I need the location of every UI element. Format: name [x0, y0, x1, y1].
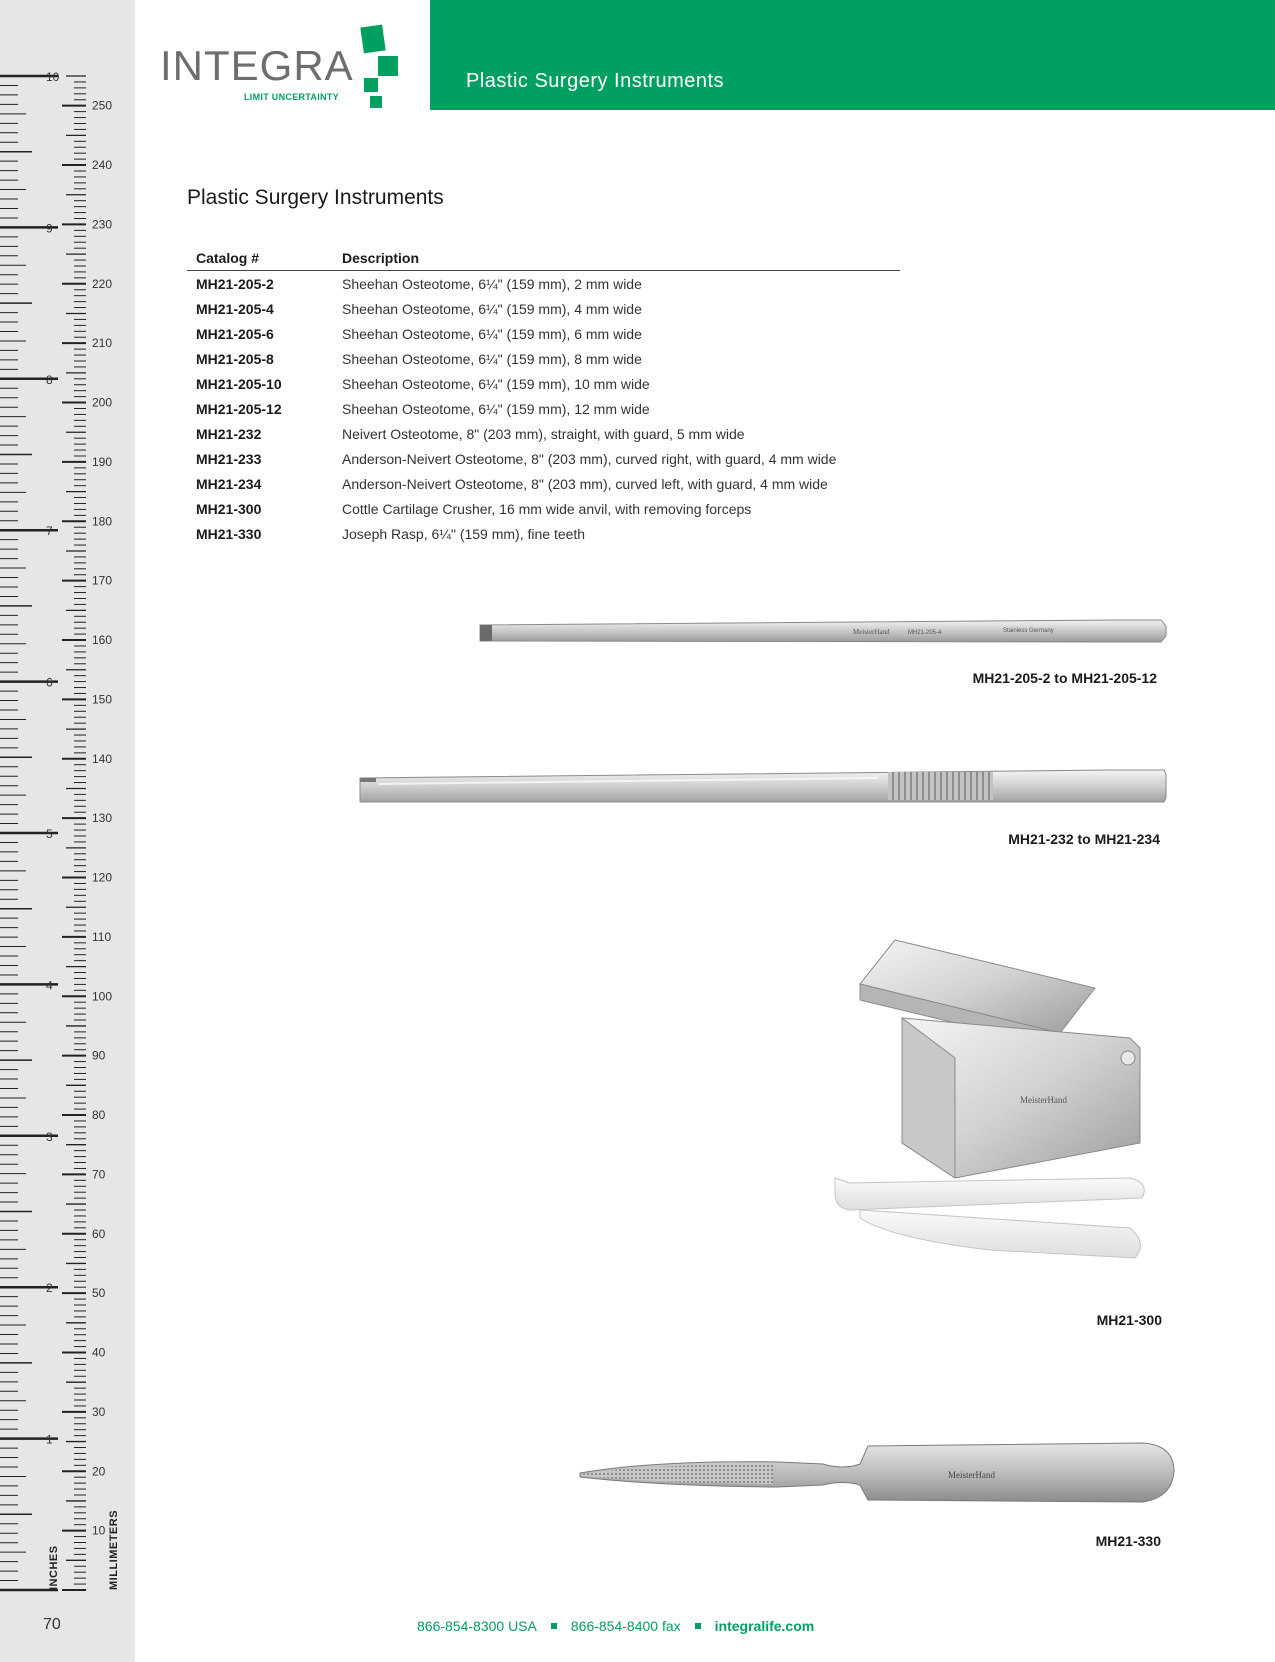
description: Neivert Osteotome, 8" (203 mm), straight, with guard, 5 mm wide [342, 425, 745, 442]
mm-label: 130 [92, 811, 113, 826]
inch-label: 8 [46, 372, 53, 387]
engraving-code: MH21-205-4 [908, 630, 942, 636]
mm-label: 160 [92, 633, 113, 648]
catalog-number: MH21-330 [196, 525, 262, 542]
engraving-brand: MeisterHand [1020, 1095, 1067, 1105]
description: Sheehan Osteotome, 6¼" (159 mm), 4 mm wide [342, 300, 642, 317]
mm-label: 180 [92, 514, 113, 529]
inch-label: 6 [46, 675, 53, 690]
inch-label: 1 [46, 1432, 53, 1447]
footer-contact [417, 1618, 814, 1634]
table-row [187, 271, 900, 297]
inch-label: 10 [46, 70, 60, 84]
page-number: 70 [43, 1616, 61, 1633]
mm-label: 240 [92, 158, 113, 173]
catalog-number: MH21-205-12 [196, 400, 282, 417]
mm-label: 210 [92, 336, 113, 351]
caption-rasp: MH21-330 [1095, 1533, 1161, 1549]
ruler-inches-label: INCHES [48, 1545, 60, 1590]
engraving-origin: Stainless Germany [1003, 628, 1054, 634]
table-row [187, 471, 900, 496]
logo-square-1 [360, 25, 385, 54]
mm-label: 110 [92, 929, 112, 944]
description: Joseph Rasp, 6¼" (159 mm), fine teeth [342, 525, 586, 542]
table-row [187, 296, 900, 321]
table-row [187, 321, 900, 346]
page-title: Plastic Surgery Instruments [187, 186, 444, 209]
catalog-number: MH21-205-6 [196, 325, 274, 342]
logo-square-4 [370, 96, 382, 108]
description: Sheehan Osteotome, 6¼" (159 mm), 2 mm wide [342, 275, 642, 292]
engraving-brand: MeisterHand [948, 1470, 995, 1480]
catalog-number: MH21-205-2 [196, 275, 274, 292]
ruler-millimeters-label: MILLIMETERS [108, 1509, 120, 1590]
phone-fax: 866-854-8400 fax [570, 1618, 681, 1634]
header-band [430, 0, 1275, 110]
joseph-rasp-image [578, 1440, 1176, 1510]
description: Sheehan Osteotome, 6¼" (159 mm), 8 mm wide [342, 350, 642, 367]
logo-tagline: LIMIT UNCERTAINTY [244, 92, 339, 102]
mm-label: 220 [92, 276, 113, 291]
mm-label: 50 [92, 1286, 106, 1301]
table-row [187, 346, 900, 371]
catalog-number: MH21-300 [196, 500, 262, 517]
mm-label: 80 [92, 1108, 106, 1123]
mm-label: 170 [92, 573, 113, 588]
table-row [187, 421, 900, 446]
description: Anderson-Neivert Osteotome, 8" (203 mm), curved left, with guard, 4 mm wide [342, 475, 828, 492]
cartilage-crusher-image [830, 938, 1160, 1278]
table-row [187, 446, 900, 471]
catalog-table [187, 248, 900, 546]
table-row [187, 371, 900, 396]
inch-label: 9 [46, 221, 53, 236]
sheehan-osteotome-image [478, 616, 1168, 646]
caption-crusher: MH21-300 [1096, 1312, 1162, 1328]
measurement-ruler [0, 0, 135, 1662]
inch-label: 7 [46, 524, 53, 539]
description: Sheehan Osteotome, 6¼" (159 mm), 6 mm wide [342, 325, 642, 342]
mm-label: 190 [92, 454, 113, 469]
engraving-brand: MeisterHand [853, 628, 890, 636]
mm-label: 90 [92, 1048, 106, 1063]
mm-label: 70 [92, 1167, 106, 1182]
catalog-number: MH21-234 [196, 475, 262, 492]
bullet-separator [551, 1623, 557, 1629]
mm-label: 10 [92, 1523, 106, 1538]
mm-label: 30 [92, 1404, 106, 1419]
description: Sheehan Osteotome, 6¼" (159 mm), 10 mm wide [342, 375, 650, 392]
table-header-row [187, 248, 900, 271]
inch-label: 4 [46, 978, 53, 993]
logo-square-2 [378, 56, 398, 76]
ruler-scale [0, 0, 135, 1662]
inch-label: 2 [46, 1281, 53, 1296]
website-link[interactable]: integralife.com [714, 1618, 815, 1634]
catalog-number: MH21-205-10 [196, 375, 282, 392]
mm-label: 20 [92, 1464, 106, 1479]
description: Sheehan Osteotome, 6¼" (159 mm), 12 mm wide [342, 400, 650, 417]
description: Anderson-Neivert Osteotome, 8" (203 mm), curved right, with guard, 4 mm wide [342, 450, 837, 467]
caption-sheehan: MH21-205-2 to MH21-205-12 [972, 670, 1157, 686]
logo-wordmark: INTEGRA [160, 42, 354, 89]
mm-label: 250 [92, 98, 113, 113]
inch-label: 5 [46, 827, 53, 841]
section-title: Plastic Surgery Instruments [466, 70, 725, 92]
catalog-number: MH21-205-8 [196, 350, 274, 367]
catalog-number: MH21-232 [196, 425, 262, 442]
table-row [187, 496, 900, 521]
mm-label: 140 [92, 751, 113, 766]
column-header-catalog: Catalog # [187, 248, 333, 271]
mm-label: 230 [92, 217, 113, 232]
column-header-description: Description [333, 248, 900, 271]
bullet-separator [695, 1623, 701, 1629]
table-row [187, 396, 900, 421]
table-row [187, 521, 900, 546]
mm-label: 100 [92, 989, 113, 1004]
caption-neivert: MH21-232 to MH21-234 [1008, 831, 1160, 847]
inch-label: 3 [46, 1129, 53, 1144]
mm-label: 120 [92, 870, 113, 885]
catalog-number: MH21-233 [196, 450, 262, 467]
catalog-number: MH21-205-4 [196, 300, 274, 317]
logo-square-3 [364, 78, 378, 92]
mm-label: 150 [92, 692, 113, 707]
mm-label: 60 [92, 1226, 106, 1241]
phone-usa: 866-854-8300 USA [417, 1618, 537, 1634]
mm-label: 200 [92, 395, 113, 410]
description: Cottle Cartilage Crusher, 16 mm wide anvil, with removing forceps [342, 500, 752, 517]
neivert-osteotome-image [358, 766, 1170, 806]
mm-label: 40 [92, 1345, 106, 1360]
integra-logo [160, 20, 410, 115]
